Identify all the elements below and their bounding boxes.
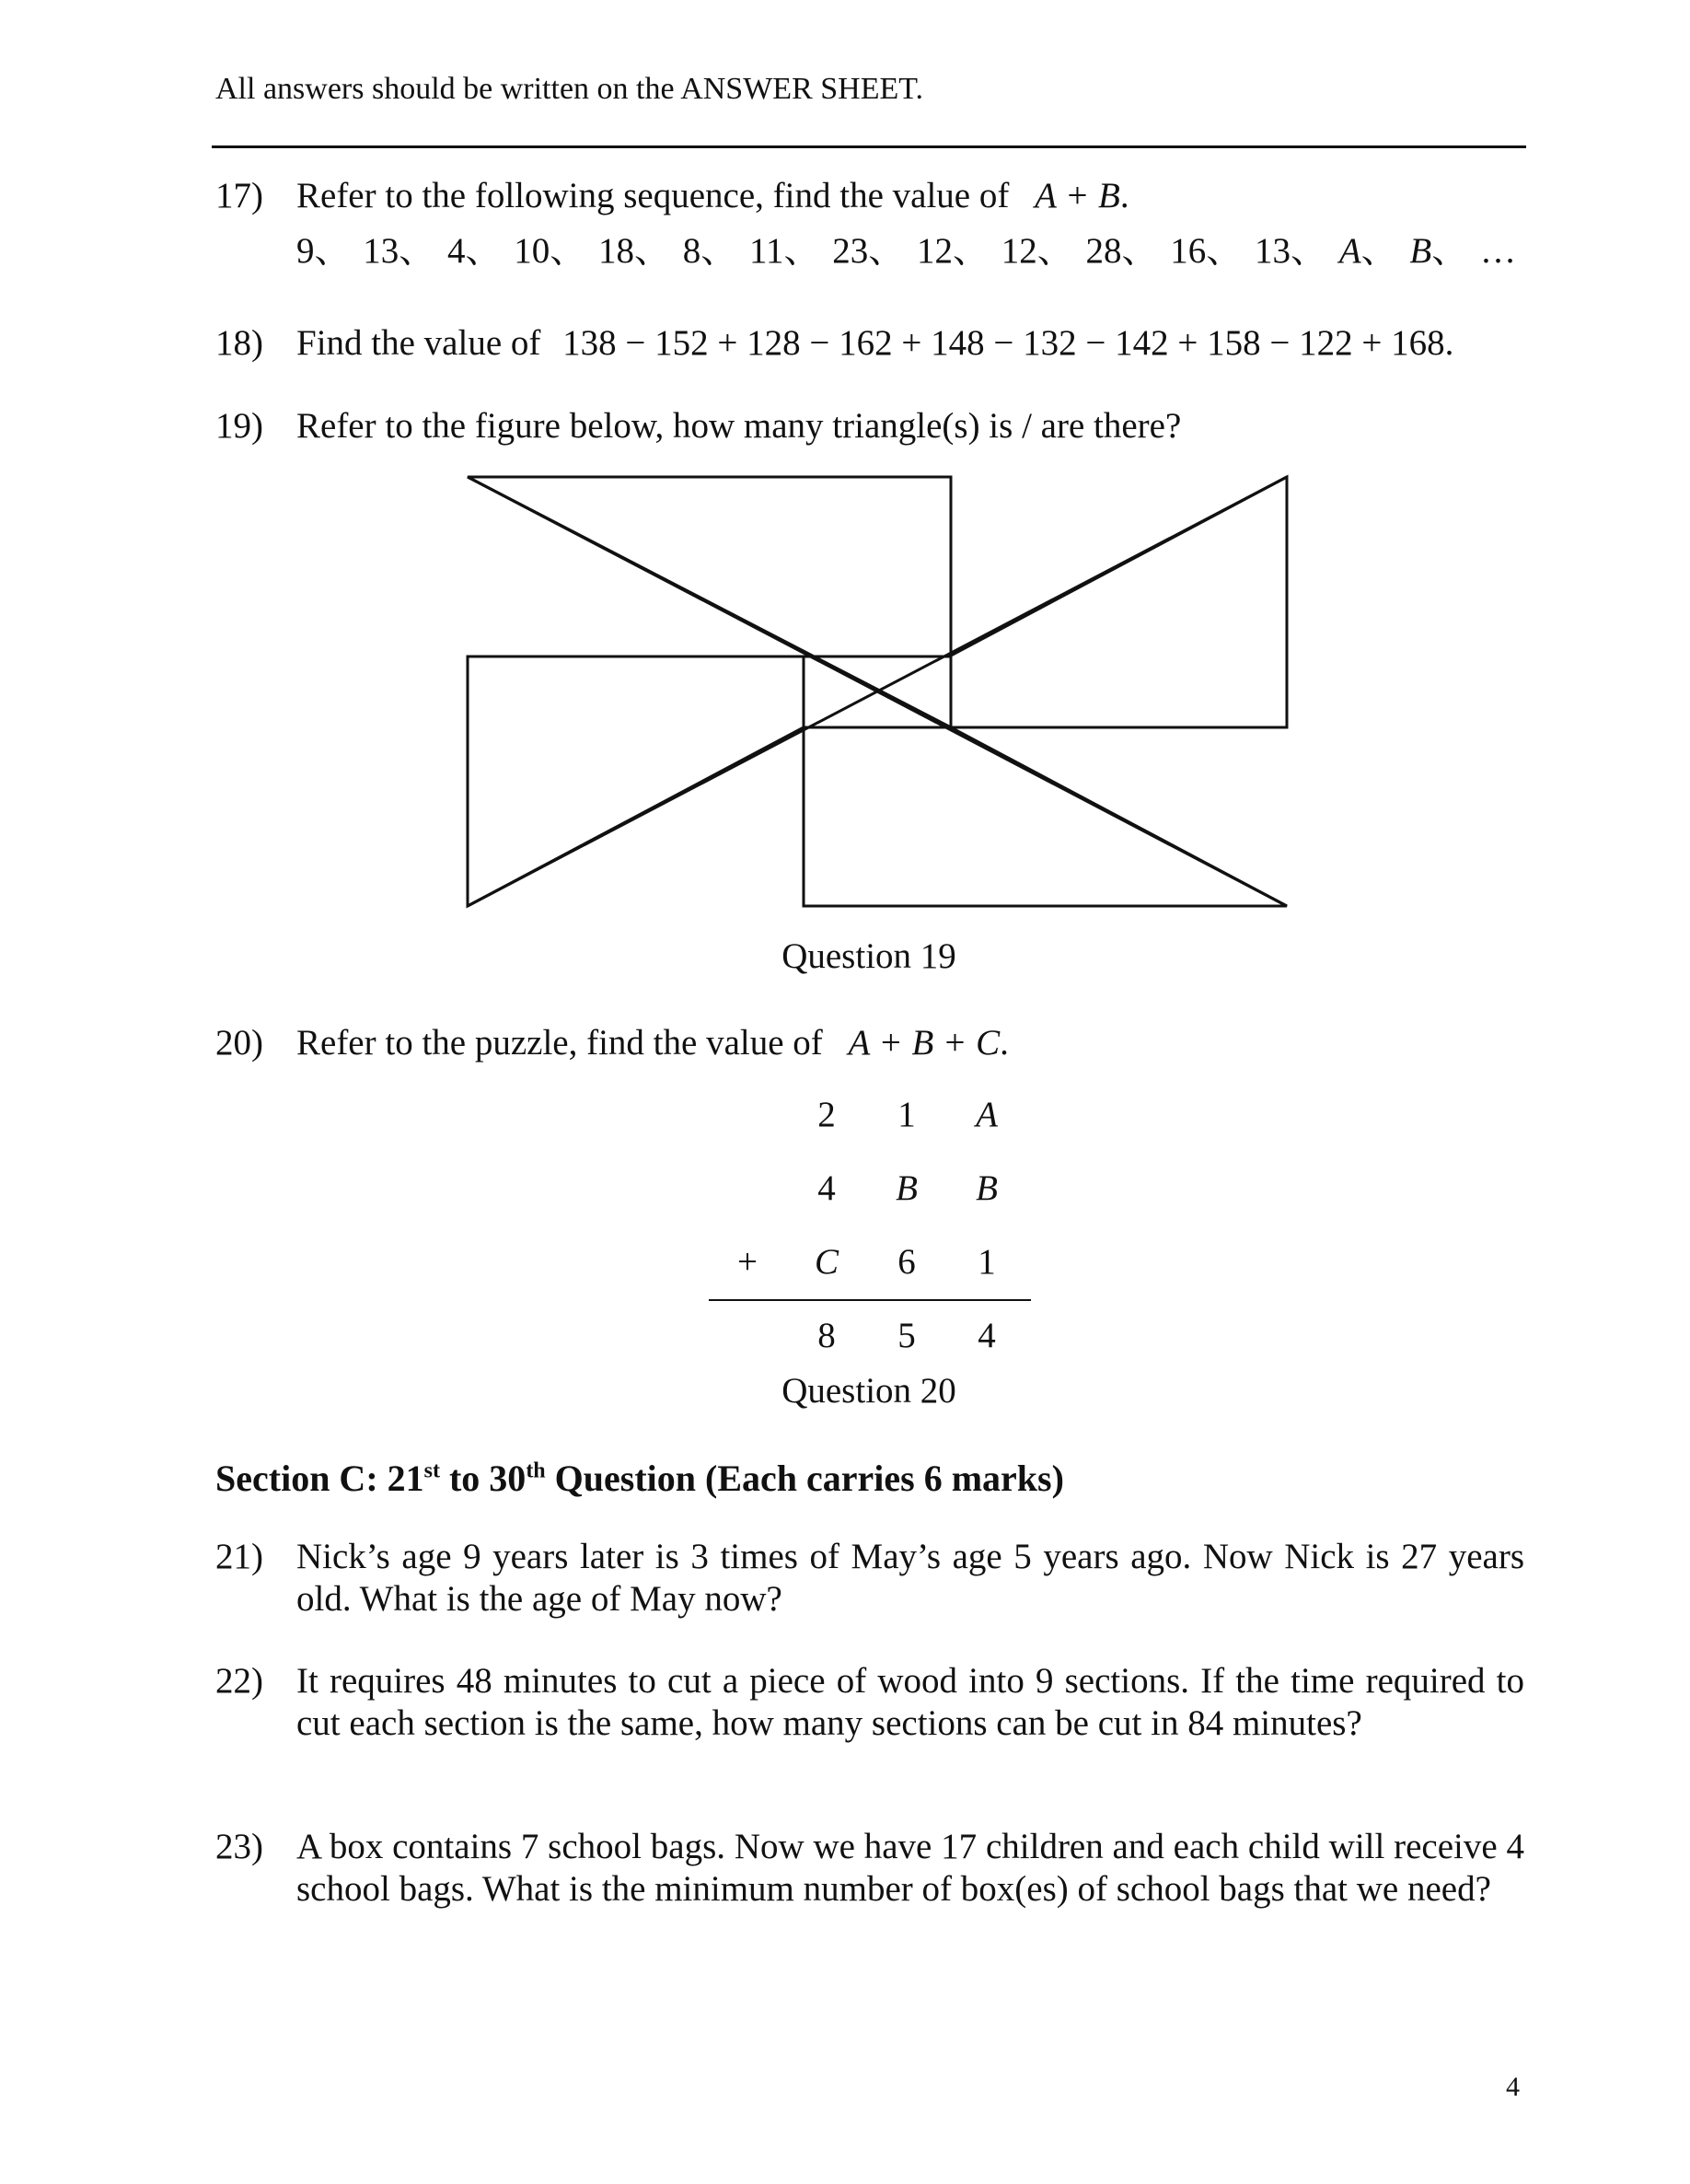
puzzle-variable: A	[976, 1095, 998, 1134]
period: .	[1119, 176, 1129, 215]
question-number: 19)	[215, 406, 263, 446]
sequence-tail: 、 …	[1431, 231, 1516, 271]
math-expression: A + B	[1035, 176, 1120, 215]
question-prompt: Refer to the following sequence, find the value of	[296, 176, 1010, 215]
figure-top-right-triangle	[951, 477, 1287, 727]
figure-caption: Question 19	[781, 936, 956, 976]
question-number: 22)	[215, 1661, 263, 1701]
puzzle-operator: +	[737, 1242, 758, 1282]
question-prompt: Refer to the puzzle, find the value of	[296, 1023, 823, 1063]
question-text: Refer to the figure below, how many triangle(s) is / are there?	[296, 406, 1182, 446]
puzzle-caption: Question 20	[781, 1371, 956, 1411]
puzzle-result-digit: 8	[817, 1316, 836, 1355]
sequence-variable-a: A	[1338, 231, 1361, 271]
figure-bottom-right-shape	[804, 727, 1287, 906]
question-text	[296, 1022, 1524, 1064]
puzzle-result-digit: 5	[897, 1316, 916, 1355]
section-heading-part: Section C: 21	[215, 1458, 424, 1499]
puzzle-digit: 4	[817, 1168, 836, 1208]
sequence-numbers: 9、 13、 4、 10、 18、 8、 11、 23、 12、 12、 28、 16、 13、	[296, 231, 1327, 271]
section-heading-part: to 30	[439, 1458, 527, 1499]
puzzle-variable: B	[896, 1168, 918, 1208]
puzzle-digit: 6	[897, 1242, 916, 1282]
ordinal-suffix: th	[526, 1458, 546, 1483]
figure-bottom-left-shape	[468, 656, 804, 906]
puzzle-digit: 2	[817, 1095, 836, 1134]
question-prompt: Find the value of	[296, 323, 541, 363]
section-heading	[215, 1457, 1064, 1500]
period: .	[1444, 323, 1454, 363]
question-text: It requires 48 minutes to cut a piece of wood into 9 sections. If the time required to cut each section is the same, how many sections can be cut in 84 minutes?	[296, 1661, 1524, 1743]
triangle-figure	[0, 0, 1690, 921]
question-number: 17)	[215, 176, 263, 215]
period: .	[1000, 1023, 1009, 1063]
question-text: Nick’s age 9 years later is 3 times of May’s age 5 years ago. Now Nick is 27 years old. What is the age of May now?	[296, 1537, 1524, 1619]
puzzle-result-digit: 4	[978, 1316, 996, 1355]
header-note: All answers should be written on the ANSWER SHEET.	[215, 72, 924, 106]
question-number: 20)	[215, 1023, 263, 1063]
math-expression: 138 − 152 + 128 − 162 + 148 − 132 − 142 + 158 − 122 + 168	[562, 323, 1445, 363]
sequence-variable-b: B	[1409, 231, 1432, 271]
sequence-separator: 、	[1360, 231, 1397, 271]
puzzle-variable: C	[814, 1242, 839, 1282]
math-expression: A + B + C	[848, 1023, 1001, 1063]
puzzle-digit: 1	[978, 1242, 996, 1282]
question-number: 18)	[215, 323, 263, 363]
page-number: 4	[1506, 2072, 1520, 2102]
question-number: 23)	[215, 1827, 263, 1866]
puzzle-digit: 1	[897, 1095, 916, 1134]
puzzle-variable: B	[976, 1168, 998, 1208]
question-text: A box contains 7 school bags. Now we have 17 children and each child will receive 4 school bags. What is the minimum number of box(es) of school bags that we need?	[296, 1827, 1524, 1909]
ordinal-suffix: st	[423, 1458, 440, 1483]
question-number: 21)	[215, 1537, 263, 1576]
sum-line	[709, 1299, 1031, 1301]
section-heading-part: Question (Each carries 6 marks)	[545, 1458, 1064, 1499]
